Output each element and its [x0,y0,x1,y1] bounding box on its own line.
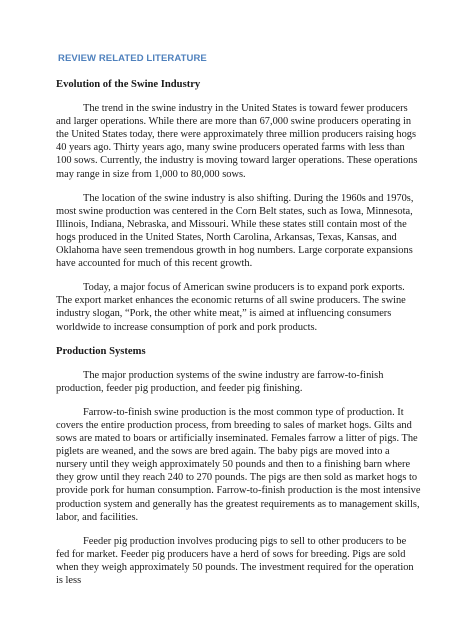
paragraph-farrow-to-finish: Farrow-to-finish swine production is the most common type of production. It covers the entire production process, from breeding to sales of market hogs. Gilts and sows are mated to boars or artificially inseminated. Females farrow a litter of pigs. The piglets are weaned, and the sows are bred again. The baby pigs are moved into a nursery until they weigh approximately 50 pounds and then to a finishing barn where they grow until they reach 240 to 270 pounds. The pigs are then sold as market hogs to provide pork for human consumption. Farrow-to-finish production is the most intensive production system and generally has the greatest requirements as to management skills, labor, and facilities. [56,406,421,523]
document-body [56,78,422,598]
section-heading: REVIEW RELATED LITERATURE [58,53,207,64]
subheading-evolution: Evolution of the Swine Industry [56,79,201,90]
paragraph-industry-location: The location of the swine industry is also shifting. During the 1960s and 1970s, most swine production was centered in the Corn Belt states, such as Iowa, Minnesota, Illinois, Indiana, Nebraska, and Missouri. While these states still contain most of the hogs produced in the United States, North Carolina, Arkansas, Texas, Kansas, and Oklahoma have seen tremendous growth in hog numbers. Large corporate expansions have accounted for much of this recent growth. [56,192,414,270]
subheading-production-systems: Production Systems [56,345,146,357]
paragraph-industry-trend: The trend in the swine industry in the United States is toward fewer producers and larger operations. While there are more than 67,000 swine producers operating in the United States today, there were approximately three million producers raising hogs 40 years ago. Thirty years ago, many swine producers operated farms with less than 100 sows. Currently, the industry is moving toward larger operations. These operations may range in size from 1,000 to 80,000 sows. [56,103,418,180]
paragraph-pork-exports: Today, a major focus of American swine producers is to expand pork exports. The export market enhances the economic returns of all swine producers. The swine industry slogan, “Pork, the other white meat,” is aimed at influencing consumers worldwide to increase consumption of pork and pork products. [56,282,406,333]
paragraph-production-systems: The major production systems of the swine industry are farrow-to-finish production, feeder pig production, and feeder pig finishing. [56,369,384,394]
paragraph-feeder-pig: Feeder pig production involves producing pigs to sell to other producers to be fed for market. Feeder pig producers have a herd of sows for breeding. Pigs are sold when they weigh approximately 50 pounds. The investment required for the operation is less [56,535,414,586]
